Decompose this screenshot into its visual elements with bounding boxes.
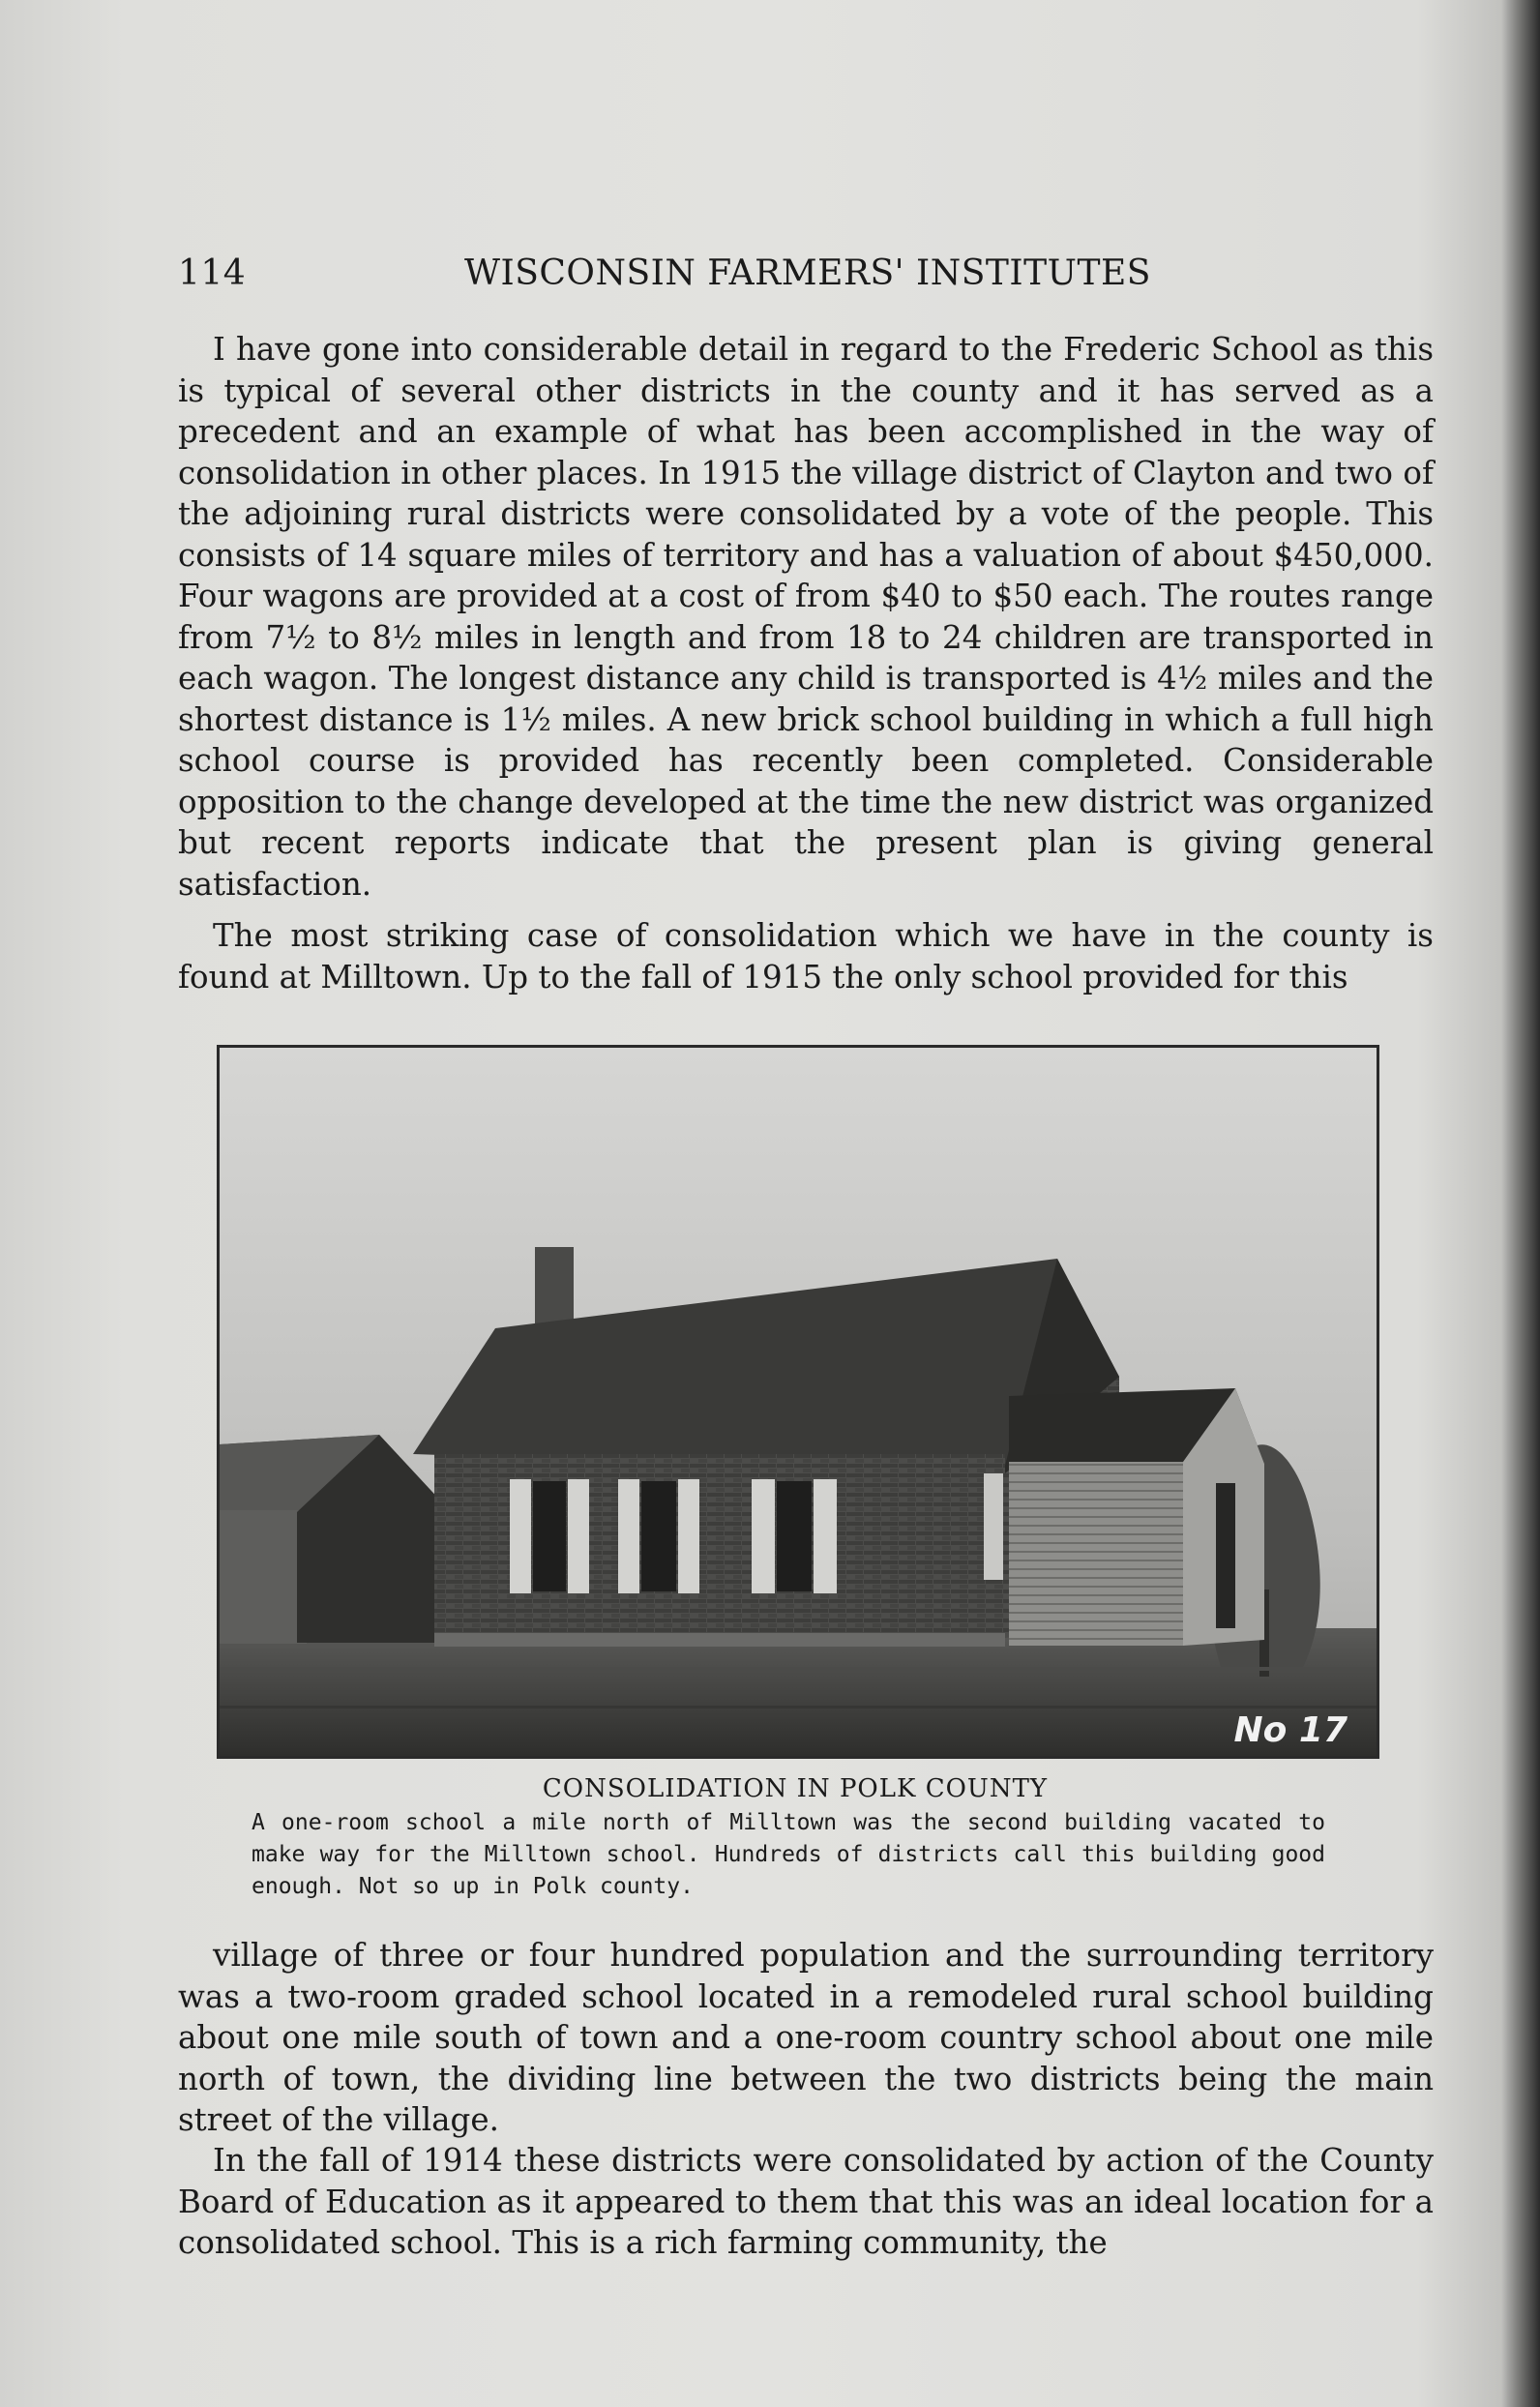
page-number: 114 [178,253,247,293]
paragraph-consolidation-1914: In the fall of 1914 these districts were consolidated by action of the County Board of Education as it appeared to them that this was an ideal location for a consolidated school. This is a rich farming community, the [178,2142,1434,2261]
schoolhouse-photo [217,1045,1379,1759]
page-edge-shadow [1501,0,1540,2407]
paragraph-frederic-clayton: I have gone into considerable detail in regard to the Frederic School as this is typical of several other districts in the county and it has served as a precedent and an example of what has been accomplished in the way of consolidation in other places. In 1915 the village district of Clayton and two of the adjoining rural districts were consolidated by a vote of the people. This consists of 14 square miles of territory and has a valuation of about $450,000. Four wagons are provided at a cost of from $40 to $50 each. The routes range from 7½ to 8½ miles in length and from 18 to 24 children are transported in each wagon. The longest distance any child is transported is 4½ miles and the shortest distance is 1½ miles. A new brick school building in which a full high school course is provided has recently been completed. Considerable opposition to the change developed at the time the new district was organized but recent reports indicate that the present plan is giving general satisfaction. [178,331,1434,903]
paragraph-milltown-intro: The most striking case of consolidation which we have in the county is found at Milltown. Up to the fall of 1915 the only school provided for this [178,917,1434,995]
running-title: WISCONSIN FARMERS' INSTITUTES [464,253,1151,293]
figure-caption-title: CONSOLIDATION IN POLK COUNTY [542,1774,1049,1803]
paragraph-milltown-schools: village of three or four hundred population and the surrounding territory was a two-room graded school located in a remodeled rural school building about one mile south of town and a one-room country school about one mile north of town, the dividing line between the two districts being the main street of the village. [178,1937,1434,2138]
figure-number: No 17 [1233,1710,1348,1750]
figure-caption-text: A one-room school a mile north of Milltown was the second building vacated to make way for the Milltown school. Hundreds of districts call this building good enough. Not so up in Polk county. [252,1810,1325,1899]
schoolhouse-photo-illustration [220,1048,1377,1756]
